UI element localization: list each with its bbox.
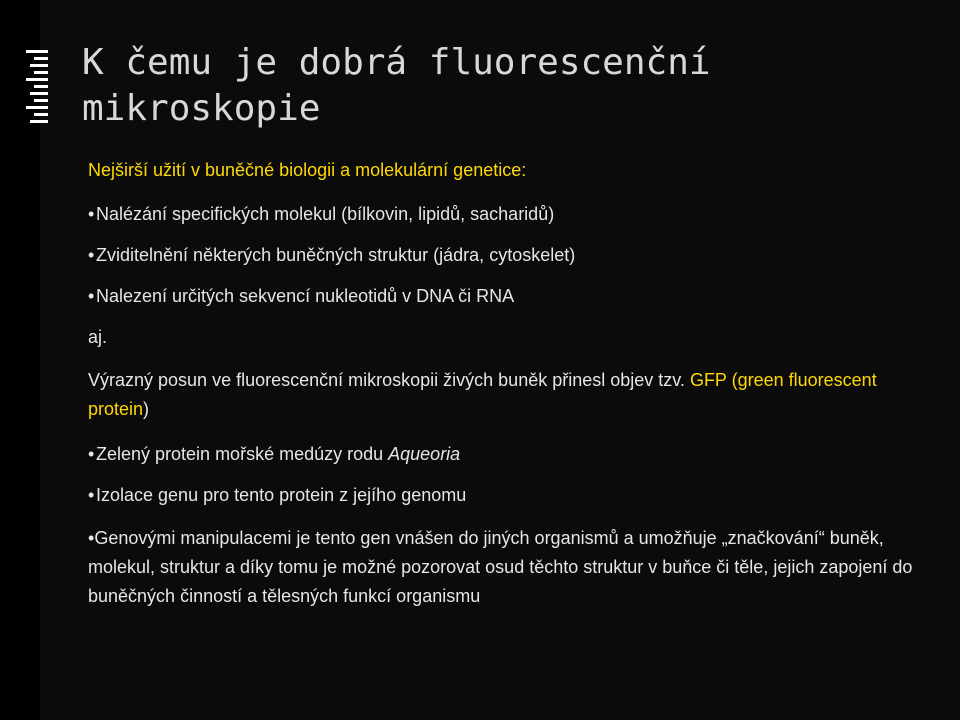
- gfp-highlight: GFP (green fluorescent protein: [88, 370, 877, 419]
- ruler-tick: [26, 106, 48, 109]
- ruler-tick: [34, 57, 48, 60]
- ruler-decoration-icon: [26, 50, 48, 127]
- gfp-paragraph: [88, 366, 918, 424]
- ruler-tick: [30, 92, 48, 95]
- ruler-tick: [34, 71, 48, 74]
- bullet-icon: •: [88, 204, 95, 224]
- bullet-item: [88, 442, 918, 466]
- bullet-icon: •: [88, 286, 95, 306]
- slide-title: K čemu je dobrá fluorescenční mikroskopie: [82, 42, 711, 129]
- bullet-text: Zviditelnění některých buněčných struktur (jádra, cytoskelet): [96, 245, 576, 265]
- bullet-item: [88, 202, 918, 226]
- bullet-item: [88, 483, 918, 507]
- ruler-tick: [30, 120, 48, 123]
- gfp-prefix: Výrazný posun ve fluorescenční mikroskopii živých buněk přinesl objev tzv.: [88, 370, 690, 390]
- bullet-text: Izolace genu pro tento protein z jejího genomu: [96, 485, 467, 505]
- bullet-icon: •: [88, 444, 95, 464]
- bullet-text: Nalezení určitých sekvencí nukleotidů v DNA či RNA: [96, 286, 515, 306]
- bullet-text: Nalézání specifických molekul (bílkovin, lipidů, sacharidů): [96, 204, 555, 224]
- gfp-suffix: ): [143, 399, 150, 419]
- etc-text: aj.: [88, 327, 108, 347]
- bullet-item: [88, 243, 918, 267]
- bullet-text: Zelený protein mořské medúzy rodu: [96, 444, 389, 464]
- ruler-tick: [26, 50, 48, 53]
- bullet-item: [88, 284, 918, 308]
- ruler-tick: [30, 64, 48, 67]
- ruler-tick: [34, 85, 48, 88]
- ruler-tick: [26, 78, 48, 81]
- bullet-icon: •: [88, 528, 95, 548]
- bullet-icon: •: [88, 245, 95, 265]
- ruler-tick: [34, 99, 48, 102]
- ruler-tick: [34, 113, 48, 116]
- slide-content: [88, 158, 918, 611]
- section-heading: Nejširší užití v buněčné biologii a molekulární genetice:: [88, 160, 527, 180]
- bullet-item: [88, 524, 918, 611]
- bullet-icon: •: [88, 485, 95, 505]
- bullet-text: Genovými manipulacemi je tento gen vnášen do jiných organismů a umožňuje „značkování“ buněk, molekul, struktur a díky tomu je možné pozorovat osud těchto struktur v buňce či těle, jejich zapojení do buněčných činností a tělesných funkcí organismu: [88, 528, 913, 606]
- genus-name: Aqueoria: [388, 444, 461, 464]
